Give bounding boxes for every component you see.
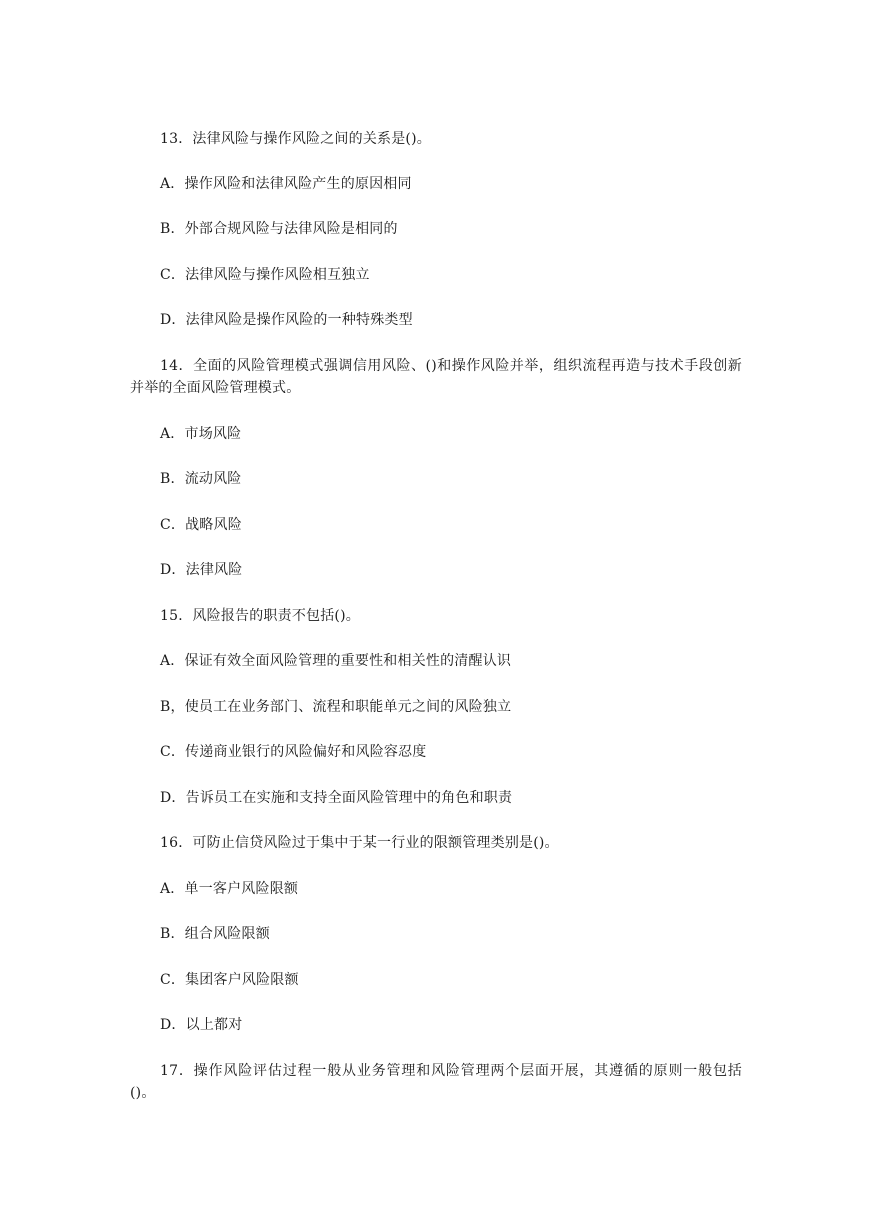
question-14-stem: 14．全面的风险管理模式强调信用风险、()和操作风险并举，组织流程再造与技术手段创新并举的全面风险管理模式。: [130, 358, 742, 396]
question-16-stem: 16．可防止信贷风险过于集中于某一行业的限额管理类别是()。: [160, 835, 559, 851]
question-17-stem: 17．操作风险评估过程一般从业务管理和风险管理两个层面开展，其遵循的原则一般包括()。: [130, 1063, 742, 1101]
question-14-option-d: D．法律风险: [160, 562, 243, 578]
question-13-option-d: D．法律风险是操作风险的一种特殊类型: [160, 312, 413, 328]
question-16-option-b: B．组合风险限额: [160, 926, 270, 942]
question-14-option-a: A．市场风险: [160, 426, 242, 442]
question-13-option-a: A．操作风险和法律风险产生的原因相同: [160, 176, 412, 192]
question-16-option-d: D．以上都对: [160, 1017, 243, 1033]
question-15-stem: 15．风险报告的职责不包括()。: [160, 608, 360, 624]
question-15-option-b: B，使员工在业务部门、流程和职能单元之间的风险独立: [160, 699, 512, 715]
question-15-option-d: D．告诉员工在实施和支持全面风险管理中的角色和职责: [160, 790, 513, 806]
question-14-option-c: C．战略风险: [160, 517, 242, 533]
question-13-option-b: B．外部合规风险与法律风险是相同的: [160, 221, 398, 237]
question-13-option-c: C．法律风险与操作风险相互独立: [160, 267, 370, 283]
question-15-option-a: A．保证有效全面风险管理的重要性和相关性的清醒认识: [160, 653, 512, 669]
question-15-option-c: C．传递商业银行的风险偏好和风险容忍度: [160, 744, 427, 760]
question-16-option-a: A．单一客户风险限额: [160, 881, 299, 897]
question-16-option-c: C．集团客户风险限额: [160, 972, 299, 988]
question-14-option-b: B．流动风险: [160, 471, 242, 487]
question-13-stem: 13．法律风险与操作风险之间的关系是()。: [160, 131, 431, 147]
